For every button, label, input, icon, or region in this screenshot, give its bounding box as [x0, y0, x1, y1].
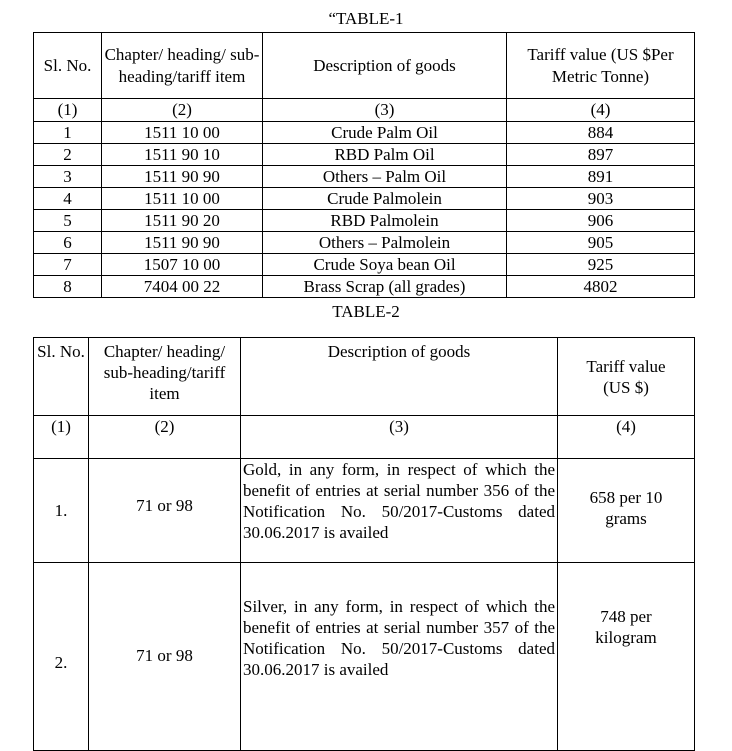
tariff-table-2: [33, 337, 695, 751]
header-description: Description of goods: [241, 338, 558, 416]
sl-no-cell: 1.: [34, 459, 89, 563]
table2-title: TABLE-2: [332, 302, 400, 321]
sl-no-cell: 8: [34, 276, 102, 298]
header-tariff-value: Tariff value (US $Per Metric Tonne): [507, 33, 695, 99]
table-row: [34, 144, 695, 166]
table-row: [34, 254, 695, 276]
tariff-item-cell: 1511 90 90: [102, 232, 263, 254]
description-cell: RBD Palmolein: [263, 210, 507, 232]
tariff-value-cell: 925: [507, 254, 695, 276]
sl-no-cell: 3: [34, 166, 102, 188]
tariff-item-cell: 1511 90 10: [102, 144, 263, 166]
description-cell: RBD Palm Oil: [263, 144, 507, 166]
tariff-value-cell: 891: [507, 166, 695, 188]
index-cell: (4): [507, 99, 695, 122]
tariff-value-cell: 4802: [507, 276, 695, 298]
table1-index-row: [34, 99, 695, 122]
header-sl-no: Sl. No.: [34, 33, 102, 99]
description-cell: Gold, in any form, in respect of which the benefit of entries at serial number 356 of the Notification No. 50/2017-Customs dated 30.06.2017 is availed: [241, 459, 558, 563]
tariff-value-cell: 903: [507, 188, 695, 210]
index-cell: (4): [558, 416, 695, 459]
description-cell: Crude Palm Oil: [263, 122, 507, 144]
table2-header-row: [34, 338, 695, 416]
table2-index-row: [34, 416, 695, 459]
tariff-item-cell: 1511 10 00: [102, 188, 263, 210]
tariff-value-cell: 748 per kilogram: [558, 563, 695, 751]
sl-no-cell: 2.: [34, 563, 89, 751]
table-row: [34, 232, 695, 254]
sl-no-cell: 7: [34, 254, 102, 276]
tariff-value-cell: 905: [507, 232, 695, 254]
description-cell: Others – Palmolein: [263, 232, 507, 254]
index-cell: (3): [241, 416, 558, 459]
tariff-value-cell: 884: [507, 122, 695, 144]
sl-no-cell: 5: [34, 210, 102, 232]
table-row: [34, 459, 695, 563]
tariff-item-cell: 1511 10 00: [102, 122, 263, 144]
sl-no-cell: 6: [34, 232, 102, 254]
header-sl-no: Sl. No.: [34, 338, 89, 416]
table-row: [34, 188, 695, 210]
index-cell: (1): [34, 99, 102, 122]
header-chapter-heading: Chapter/ heading/ sub-heading/tariff item: [89, 338, 241, 416]
tariff-value-cell: 897: [507, 144, 695, 166]
table1-title: “TABLE-1: [328, 9, 404, 28]
header-tariff-value: Tariff value (US $): [558, 338, 695, 416]
table-row: [34, 122, 695, 144]
index-cell: (2): [89, 416, 241, 459]
index-cell: (2): [102, 99, 263, 122]
table-row: [34, 276, 695, 298]
table1-header-row: [34, 33, 695, 99]
description-cell: Crude Soya bean Oil: [263, 254, 507, 276]
tariff-item-cell: 1511 90 20: [102, 210, 263, 232]
tariff-value-cell: 658 per 10 grams: [558, 459, 695, 563]
index-cell: (1): [34, 416, 89, 459]
tariff-item-cell: 1507 10 00: [102, 254, 263, 276]
description-cell: Brass Scrap (all grades): [263, 276, 507, 298]
header-description: Description of goods: [263, 33, 507, 99]
sl-no-cell: 4: [34, 188, 102, 210]
index-cell: (3): [263, 99, 507, 122]
description-cell: Others – Palm Oil: [263, 166, 507, 188]
tariff-table-1: [33, 32, 695, 298]
tariff-item-cell: 1511 90 90: [102, 166, 263, 188]
tariff-item-cell: 7404 00 22: [102, 276, 263, 298]
tariff-value-cell: 906: [507, 210, 695, 232]
sl-no-cell: 2: [34, 144, 102, 166]
sl-no-cell: 1: [34, 122, 102, 144]
table-row: [34, 210, 695, 232]
table-row: [34, 166, 695, 188]
table-row: [34, 563, 695, 751]
tariff-item-cell: 71 or 98: [89, 563, 241, 751]
description-cell: Crude Palmolein: [263, 188, 507, 210]
description-cell: Silver, in any form, in respect of which the benefit of entries at serial number 357 of the Notification No. 50/2017-Customs dated 30.06.2017 is availed: [241, 563, 558, 751]
header-chapter-heading: Chapter/ heading/ sub-heading/tariff item: [102, 33, 263, 99]
tariff-item-cell: 71 or 98: [89, 459, 241, 563]
